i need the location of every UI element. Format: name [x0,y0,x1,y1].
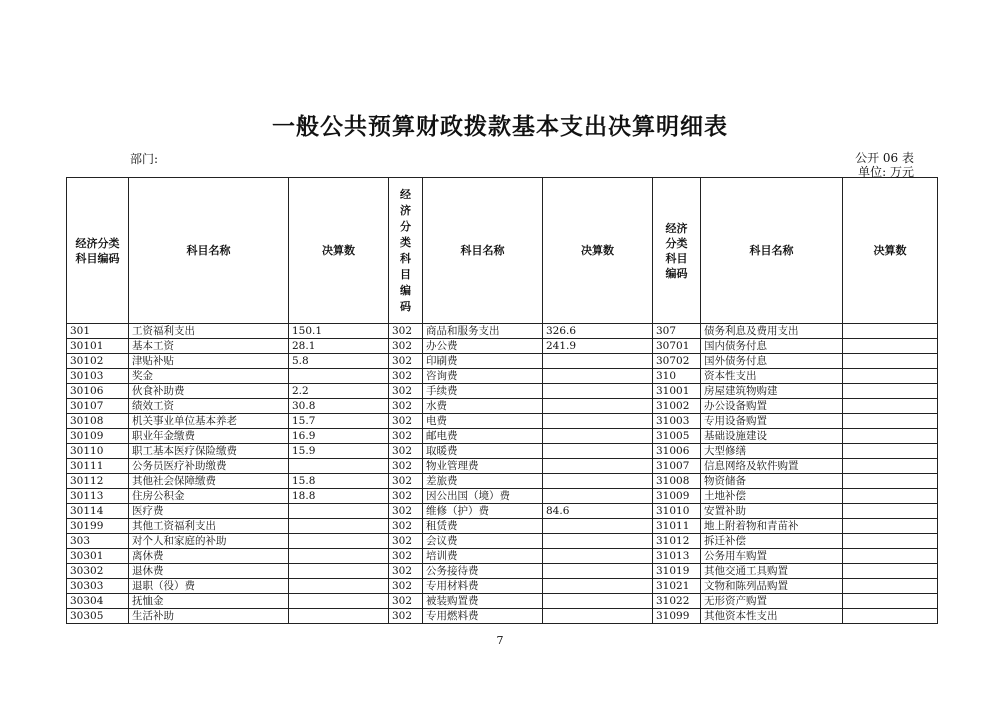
code-cell: 302 [389,399,423,414]
code-cell: 31013 [653,549,701,564]
code-cell: 302 [389,519,423,534]
amount-cell: 15.8 [289,474,389,489]
code-cell: 302 [389,474,423,489]
amount-cell [543,564,653,579]
amount-cell [543,414,653,429]
header-code-3 [653,178,701,324]
name-cell: 邮电费 [423,429,543,444]
amount-cell [543,444,653,459]
table-row [67,534,938,549]
code-cell: 302 [389,489,423,504]
table-row [67,324,938,339]
table-row [67,414,938,429]
code-cell: 30101 [67,339,129,354]
form-number: 公开 06 表 [855,151,914,165]
amount-cell: 16.9 [289,429,389,444]
code-cell: 302 [389,339,423,354]
amount-cell [843,489,938,504]
name-cell: 商品和服务支出 [423,324,543,339]
name-cell: 专用设备购置 [701,414,843,429]
amount-cell [289,459,389,474]
code-cell: 31002 [653,399,701,414]
name-cell: 文物和陈列品购置 [701,579,843,594]
code-cell: 30108 [67,414,129,429]
code-cell: 30106 [67,384,129,399]
table-row [67,369,938,384]
amount-cell [843,594,938,609]
name-cell: 专用燃料费 [423,609,543,624]
code-cell: 30107 [67,399,129,414]
code-cell: 30199 [67,519,129,534]
page-number: 7 [496,634,504,647]
code-cell: 31099 [653,609,701,624]
amount-cell [543,384,653,399]
amount-cell [843,579,938,594]
name-cell: 印刷费 [423,354,543,369]
amount-cell [289,564,389,579]
code-cell: 31011 [653,519,701,534]
table-row [67,579,938,594]
amount-cell [843,354,938,369]
header-code-2 [389,178,423,324]
amount-cell [289,549,389,564]
name-cell: 培训费 [423,549,543,564]
header-code-3-label: 经济分类科目编码 [665,221,688,280]
code-cell: 302 [389,414,423,429]
code-cell: 30702 [653,354,701,369]
table-row [67,504,938,519]
name-cell: 会议费 [423,534,543,549]
amount-cell [543,549,653,564]
name-cell: 拆迁补偿 [701,534,843,549]
amount-cell [843,444,938,459]
header-amount-1: 决算数 [289,178,389,324]
name-cell: 差旅费 [423,474,543,489]
amount-cell [543,354,653,369]
code-cell: 30103 [67,369,129,384]
table-row [67,609,938,624]
name-cell: 公务接待费 [423,564,543,579]
amount-cell [289,609,389,624]
amount-cell [843,564,938,579]
code-cell: 301 [67,324,129,339]
code-cell: 302 [389,384,423,399]
name-cell: 机关事业单位基本养老 [129,414,289,429]
name-cell: 物业管理费 [423,459,543,474]
name-cell: 房屋建筑物购建 [701,384,843,399]
amount-cell [543,369,653,384]
amount-cell [289,594,389,609]
code-cell: 302 [389,609,423,624]
amount-cell: 84.6 [543,504,653,519]
amount-cell [289,519,389,534]
amount-cell [289,534,389,549]
name-cell: 租赁费 [423,519,543,534]
code-cell: 30305 [67,609,129,624]
table-row [67,519,938,534]
code-cell: 31006 [653,444,701,459]
code-cell: 30110 [67,444,129,459]
name-cell: 电费 [423,414,543,429]
name-cell: 对个人和家庭的补助 [129,534,289,549]
name-cell: 无形资产购置 [701,594,843,609]
name-cell: 其他交通工具购置 [701,564,843,579]
amount-cell: 28.1 [289,339,389,354]
code-cell: 31022 [653,594,701,609]
expenditure-table [66,177,938,624]
name-cell: 医疗费 [129,504,289,519]
name-cell: 公务员医疗补助缴费 [129,459,289,474]
amount-cell [843,399,938,414]
name-cell: 工资福利支出 [129,324,289,339]
code-cell: 302 [389,534,423,549]
amount-cell: 326.6 [543,324,653,339]
table-row [67,474,938,489]
table-body [67,324,938,624]
amount-cell [289,579,389,594]
name-cell: 其他社会保障缴费 [129,474,289,489]
name-cell: 退休费 [129,564,289,579]
code-cell: 31008 [653,474,701,489]
name-cell: 奖金 [129,369,289,384]
code-cell: 310 [653,369,701,384]
name-cell: 办公设备购置 [701,399,843,414]
name-cell: 绩效工资 [129,399,289,414]
code-cell: 30302 [67,564,129,579]
amount-cell: 241.9 [543,339,653,354]
name-cell: 公务用车购置 [701,549,843,564]
name-cell: 离休费 [129,549,289,564]
name-cell: 信息网络及软件购置 [701,459,843,474]
header-amount-2: 决算数 [543,178,653,324]
amount-cell [843,429,938,444]
amount-cell: 18.8 [289,489,389,504]
header-code-1-label: 经济分类科目编码 [75,236,120,265]
code-cell: 30109 [67,429,129,444]
name-cell: 生活补助 [129,609,289,624]
name-cell: 其他资本性支出 [701,609,843,624]
code-cell: 302 [389,594,423,609]
amount-cell: 30.8 [289,399,389,414]
name-cell: 办公费 [423,339,543,354]
amount-cell [543,459,653,474]
amount-cell [543,534,653,549]
name-cell: 津贴补贴 [129,354,289,369]
amount-cell [843,369,938,384]
header-name-1: 科目名称 [129,178,289,324]
unit-label: 单位: 万元 [858,165,914,179]
code-cell: 30303 [67,579,129,594]
amount-cell [543,579,653,594]
name-cell: 职工基本医疗保险缴费 [129,444,289,459]
name-cell: 水费 [423,399,543,414]
amount-cell [843,609,938,624]
code-cell: 302 [389,369,423,384]
table-row [67,564,938,579]
table-row [67,429,938,444]
amount-cell [543,609,653,624]
code-cell: 31007 [653,459,701,474]
name-cell: 债务利息及费用支出 [701,324,843,339]
amount-cell [843,549,938,564]
page-title: 一般公共预算财政拨款基本支出决算明细表 [272,114,728,140]
amount-cell [843,339,938,354]
table-row [67,459,938,474]
name-cell: 维修（护）费 [423,504,543,519]
amount-cell: 5.8 [289,354,389,369]
table-row [67,549,938,564]
code-cell: 31021 [653,579,701,594]
table-row [67,354,938,369]
table-row [67,339,938,354]
name-cell: 退职（役）费 [129,579,289,594]
amount-cell [289,504,389,519]
code-cell: 302 [389,354,423,369]
code-cell: 31012 [653,534,701,549]
code-cell: 30301 [67,549,129,564]
amount-cell [843,414,938,429]
name-cell: 职业年金缴费 [129,429,289,444]
amount-cell [543,594,653,609]
name-cell: 住房公积金 [129,489,289,504]
table-row [67,384,938,399]
code-cell: 31019 [653,564,701,579]
code-cell: 302 [389,579,423,594]
code-cell: 31009 [653,489,701,504]
header-amount-3: 决算数 [843,178,938,324]
code-cell: 302 [389,429,423,444]
code-cell: 302 [389,549,423,564]
table-row [67,594,938,609]
code-cell: 30304 [67,594,129,609]
amount-cell [543,519,653,534]
code-cell: 307 [653,324,701,339]
code-cell: 30113 [67,489,129,504]
table-row [67,444,938,459]
code-cell: 30111 [67,459,129,474]
name-cell: 土地补偿 [701,489,843,504]
code-cell: 302 [389,564,423,579]
amount-cell [843,384,938,399]
name-cell: 安置补助 [701,504,843,519]
name-cell: 基本工资 [129,339,289,354]
code-cell: 303 [67,534,129,549]
name-cell: 伙食补助费 [129,384,289,399]
header-code-2-label: 经济分类科目编码 [400,187,411,313]
code-cell: 31005 [653,429,701,444]
amount-cell [543,489,653,504]
name-cell: 因公出国（境）费 [423,489,543,504]
table-row [67,489,938,504]
department-label: 部门: [130,152,159,166]
code-cell: 31001 [653,384,701,399]
code-cell: 30112 [67,474,129,489]
amount-cell [843,534,938,549]
name-cell: 专用材料费 [423,579,543,594]
name-cell: 大型修缮 [701,444,843,459]
name-cell: 取暖费 [423,444,543,459]
name-cell: 被装购置费 [423,594,543,609]
code-cell: 30102 [67,354,129,369]
name-cell: 咨询费 [423,369,543,384]
header-name-3: 科目名称 [701,178,843,324]
amount-cell [843,474,938,489]
code-cell: 302 [389,444,423,459]
name-cell: 抚恤金 [129,594,289,609]
header-code-1 [67,178,129,324]
amount-cell [543,474,653,489]
amount-cell [289,369,389,384]
amount-cell [843,504,938,519]
name-cell: 国内债务付息 [701,339,843,354]
code-cell: 31003 [653,414,701,429]
name-cell: 资本性支出 [701,369,843,384]
code-cell: 302 [389,459,423,474]
code-cell: 30114 [67,504,129,519]
header-name-2: 科目名称 [423,178,543,324]
amount-cell: 15.9 [289,444,389,459]
code-cell: 302 [389,324,423,339]
name-cell: 国外债务付息 [701,354,843,369]
amount-cell [843,519,938,534]
code-cell: 302 [389,504,423,519]
name-cell: 其他工资福利支出 [129,519,289,534]
code-cell: 30701 [653,339,701,354]
name-cell: 基础设施建设 [701,429,843,444]
amount-cell: 150.1 [289,324,389,339]
amount-cell: 2.2 [289,384,389,399]
code-cell: 31010 [653,504,701,519]
table-row [67,399,938,414]
amount-cell [843,324,938,339]
name-cell: 地上附着物和青苗补 [701,519,843,534]
amount-cell: 15.7 [289,414,389,429]
name-cell: 手续费 [423,384,543,399]
amount-cell [843,459,938,474]
name-cell: 物资储备 [701,474,843,489]
amount-cell [543,429,653,444]
amount-cell [543,399,653,414]
